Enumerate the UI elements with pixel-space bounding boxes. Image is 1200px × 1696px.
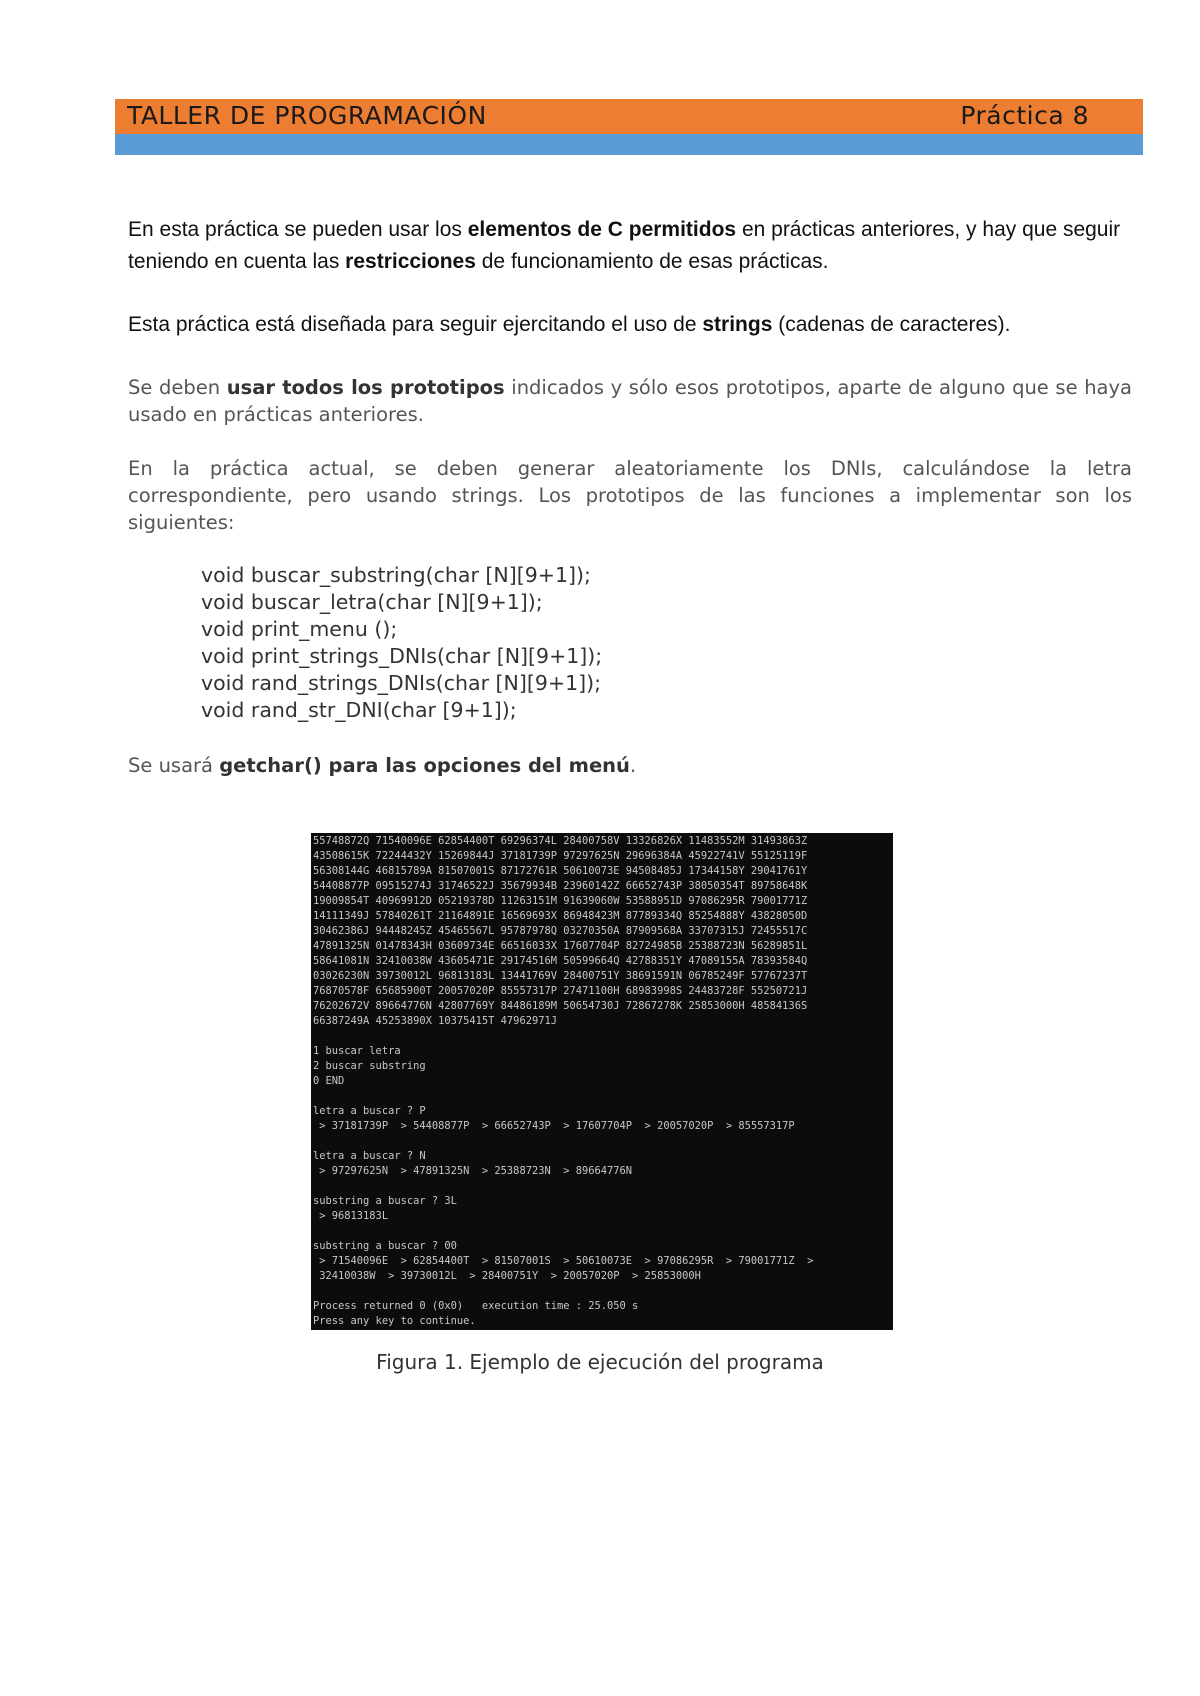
console-line	[313, 1029, 891, 1044]
console-line: 58641081N 32410038W 43605471E 29174516M 50599664Q 42788351Y 47089155A 78393584Q	[313, 955, 808, 967]
practice-number: Práctica 8	[960, 101, 1089, 130]
console-line: 43508615K 72244432Y 15269844J 37181739P 97297625N 29696384A 45922741V 55125119F	[313, 850, 808, 862]
prototype-line: void buscar_letra(char [N][9+1]);	[201, 590, 543, 614]
console-line: 30462386J 94448245Z 45465567L 95787978Q 03270350A 87909568A 33707315J 72455517C	[313, 925, 808, 937]
header-bar	[115, 99, 1143, 134]
console-line: 54408877P 09515274J 31746522J 35679934B 23960142Z 66652743P 38050354T 89758648K	[313, 880, 808, 892]
prototype-line: void buscar_substring(char [N][9+1]);	[201, 563, 591, 587]
prototype-line: void print_strings_DNIs(char [N][9+1]);	[201, 644, 603, 668]
figure-caption: Figura 1. Ejemplo de ejecución del programa	[376, 1350, 824, 1374]
console-line: Press any key to continue.	[313, 1315, 476, 1327]
body-paragraph-getchar	[128, 752, 1132, 779]
course-title: TALLER DE PROGRAMACIÓN	[127, 101, 487, 130]
body-paragraph-prototypes	[128, 374, 1132, 428]
console-line: 76870578F 65685900T 20057020P 85557317P 27471100H 68983998S 24483728F 55250721J	[313, 985, 808, 997]
intro-text: Esta práctica está diseñada para seguir ejercitando el uso de	[128, 313, 703, 336]
prototype-line: void rand_strings_DNIs(char [N][9+1]);	[201, 671, 602, 695]
console-line	[313, 1179, 891, 1194]
console-line: 2 buscar substring	[313, 1060, 426, 1072]
intro-text: en prácticas anteriores, y hay que seguir teniendo en cuenta las	[128, 218, 1121, 273]
console-line: > 37181739P > 54408877P > 66652743P > 17607704P > 20057020P > 85557317P	[313, 1120, 795, 1132]
body-text: indicados y sólo esos prototipos, aparte de alguno que se haya usado en prácticas anteriores.	[128, 376, 1133, 426]
console-line: 1 buscar letra	[313, 1045, 401, 1057]
console-line: 76202672V 89664776N 42807769Y 84486189M 50654730J 72867278K 25853000H 48584136S	[313, 1000, 808, 1012]
console-line	[313, 1224, 891, 1239]
intro-bold-elements: elementos de C permitidos	[467, 218, 737, 241]
console-line	[313, 1089, 891, 1104]
console-line	[313, 1134, 891, 1149]
intro-text: (cadenas de caracteres).	[772, 313, 1011, 336]
body-text: .	[629, 754, 637, 777]
header-accent-bar	[115, 134, 1143, 155]
intro-bold-strings: strings	[702, 313, 773, 336]
console-line: 19009854T 40969912D 05219378D 11263151M 91639060W 53588951D 97086295R 79001771Z	[313, 895, 808, 907]
body-text: Se usará	[128, 754, 220, 777]
console-line: > 96813183L	[313, 1210, 389, 1222]
prototype-line: void rand_str_DNI(char [9+1]);	[201, 698, 517, 722]
body-text: Se deben	[128, 376, 227, 399]
console-line: letra a buscar ? N	[313, 1150, 426, 1162]
console-line	[313, 1284, 891, 1299]
console-line: 0 END	[313, 1075, 345, 1087]
console-output	[311, 833, 893, 1330]
prototype-list	[201, 562, 602, 724]
prototype-line: void print_menu ();	[201, 617, 398, 641]
intro-paragraph-1	[128, 214, 1138, 278]
console-line: letra a buscar ? P	[313, 1105, 426, 1117]
intro-text: En esta práctica se pueden usar los	[128, 218, 468, 241]
console-line: 03026230N 39730012L 96813183L 13441769V 28400751Y 38691591N 06785249F 57767237T	[313, 970, 808, 982]
console-line: substring a buscar ? 00	[313, 1240, 457, 1252]
console-line: 14111349J 57840261T 21164891E 16569693X 86948423M 87789334Q 85254888Y 43828050D	[313, 910, 808, 922]
console-line: 55748872Q 71540096E 62854400T 69296374L 28400758V 13326826X 11483552M 31493863Z	[313, 835, 808, 847]
console-line: 56308144G 46815789A 81507001S 87172761R 50610073E 94508485J 17344158Y 29041761Y	[313, 865, 808, 877]
console-line: 47891325N 01478343H 03609734E 66516033X 17607704P 82724985B 25388723N 56289851L	[313, 940, 808, 952]
body-paragraph-dnis: En la práctica actual, se deben generar aleatoriamente los DNIs, calculándose la letra correspondiente, pero usando strings. Los prototipos de las funciones a implementar son los siguientes:	[128, 457, 1132, 534]
console-line: 66387249A 45253890X 10375415T 47962971J	[313, 1015, 557, 1027]
body-bold-getchar: getchar() para las opciones del menú	[219, 754, 630, 777]
console-line: > 97297625N > 47891325N > 25388723N > 89664776N	[313, 1165, 633, 1177]
body-bold-prototypes: usar todos los prototipos	[226, 376, 505, 399]
console-line: 32410038W > 39730012L > 28400751Y > 20057020P > 25853000H	[313, 1270, 701, 1282]
intro-paragraph-2	[128, 309, 1138, 341]
console-line: > 71540096E > 62854400T > 81507001S > 50610073E > 97086295R > 79001771Z >	[313, 1255, 814, 1267]
console-line: substring a buscar ? 3L	[313, 1195, 457, 1207]
console-line: Process returned 0 (0x0) execution time : 25.050 s	[313, 1300, 639, 1312]
console-screenshot	[311, 833, 893, 1330]
intro-text: de funcionamiento de esas prácticas.	[475, 250, 829, 273]
intro-bold-restrictions: restricciones	[345, 250, 476, 273]
